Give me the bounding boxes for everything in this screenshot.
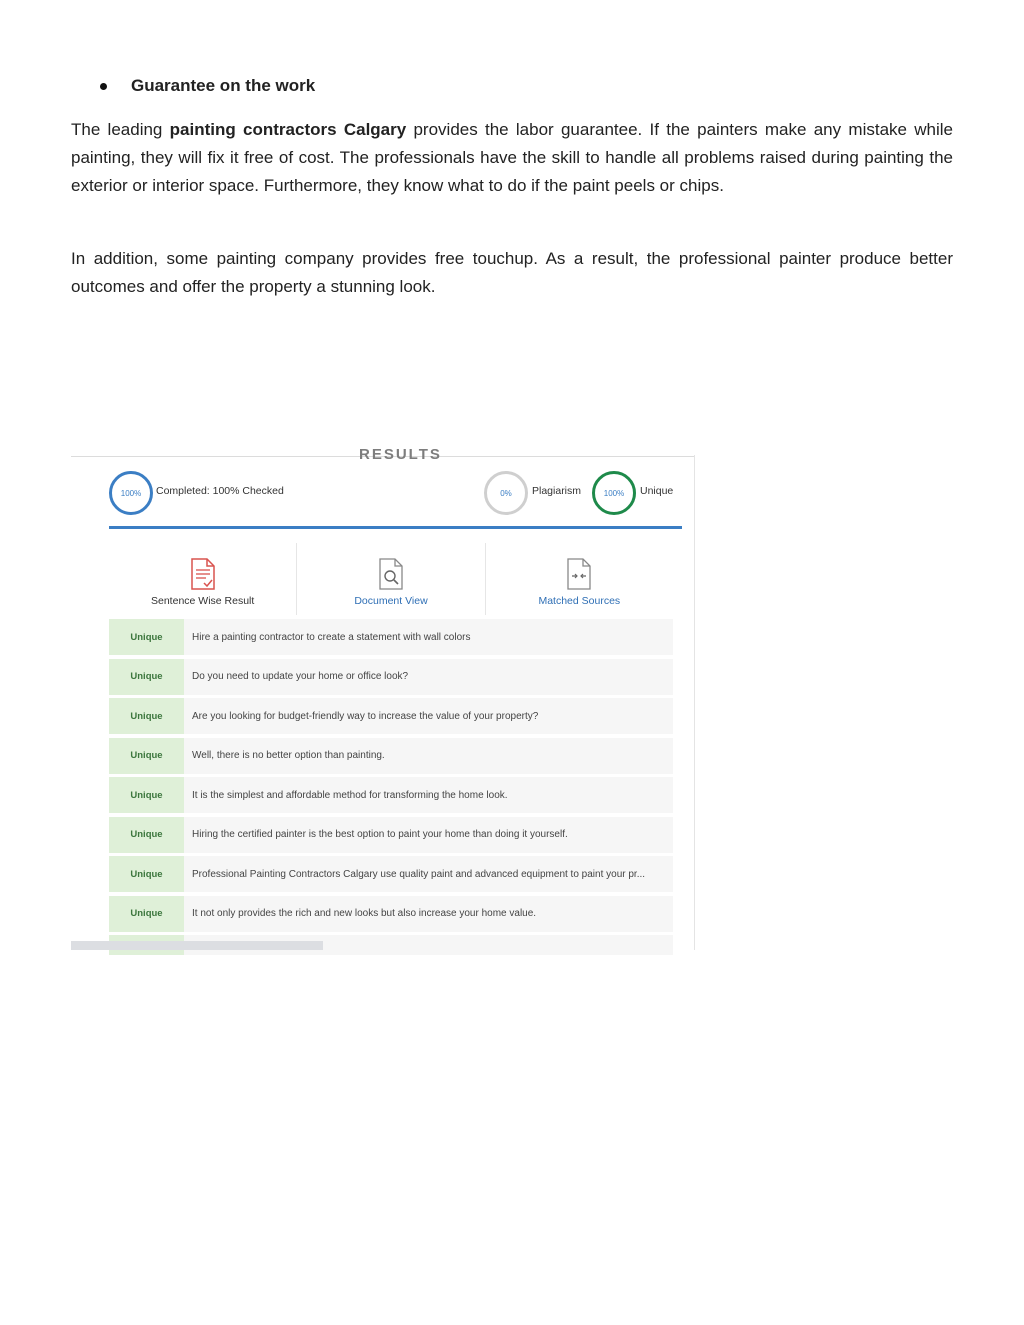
sentence-text: It is the simplest and affordable method for transforming the home look. (192, 789, 508, 801)
tab-label: Document View (354, 595, 428, 607)
completed-progress-circle: 100% (109, 471, 153, 515)
tab-label: Matched Sources (538, 595, 621, 607)
bullet-item (100, 72, 315, 100)
paragraph-text-start: The leading (71, 120, 170, 139)
sentence-text: Well, there is no better option than painting. (192, 750, 385, 761)
unique-badge: Unique (109, 896, 184, 932)
sentence-text: Do you need to update your home or office look? (192, 671, 409, 682)
table-row (109, 856, 673, 892)
table-row (109, 896, 673, 932)
plagiarism-checker-screenshot (71, 446, 695, 950)
tab-document-view[interactable] (296, 543, 484, 615)
unique-badge: Unique (109, 659, 184, 695)
table-row (109, 619, 673, 655)
table-row (109, 738, 673, 774)
keyword-link: painting contractors Calgary (169, 120, 407, 139)
sentence-text: Professional Painting Contractors Calgary use quality paint and advanced equipment to paint your pr... (192, 868, 646, 880)
unique-progress-circle: 100% (592, 471, 636, 515)
unique-badge: Unique (109, 856, 184, 892)
bullet-heading: Guarantee on the work (131, 76, 316, 95)
sentence-text: It not only provides the rich and new looks but also increase your home value. (192, 908, 537, 919)
plagiarism-progress-circle: 0% (484, 471, 528, 515)
completed-label: Completed: 100% Checked (156, 485, 284, 497)
paragraph-text-end: provides the labor guarantee. If the painters make any mistake while painting, they will fix it free of cost. The professionals have the skill to handle all problems raised during painting the exterior or interior space. Furthermore, they know what to do if the paint peels or chips. (71, 120, 953, 195)
horizontal-scrollbar[interactable] (71, 941, 323, 950)
table-row (109, 659, 673, 695)
unique-badge: Unique (109, 698, 184, 734)
unique-badge: Unique (109, 738, 184, 774)
table-row (109, 817, 673, 853)
document-check-icon (190, 558, 216, 590)
table-row (109, 698, 673, 734)
results-heading: RESULTS (359, 446, 442, 463)
unique-badge: Unique (109, 619, 184, 655)
bullet-dot-icon (100, 83, 107, 90)
unique-label: Unique (640, 485, 674, 497)
plagiarism-label: Plagiarism (532, 485, 582, 497)
tab-label: Sentence Wise Result (151, 595, 255, 607)
sentence-text: Hire a painting contractor to create a statement with wall colors (192, 631, 471, 643)
tab-sentence-wise-result[interactable] (109, 543, 296, 615)
progress-bar (109, 526, 682, 529)
unique-badge: Unique (109, 817, 184, 853)
paragraph-touchup: In addition, some painting company provides free touchup. As a result, the professional painter produce better outcomes and offer the property a stunning look. (71, 249, 953, 296)
sentence-text: Are you looking for budget-friendly way to increase the value of your property? (192, 710, 539, 722)
document-search-icon (378, 558, 404, 590)
tab-matched-sources[interactable] (485, 543, 673, 615)
table-row (109, 777, 673, 813)
paragraph-guarantee (71, 116, 953, 200)
result-tabs (109, 543, 673, 615)
document-compare-icon (566, 558, 592, 590)
unique-badge: Unique (109, 777, 184, 813)
sentence-text: Hiring the certified painter is the best option to paint your home than doing it yourself. (192, 829, 568, 840)
sentence-results-list (109, 619, 673, 959)
